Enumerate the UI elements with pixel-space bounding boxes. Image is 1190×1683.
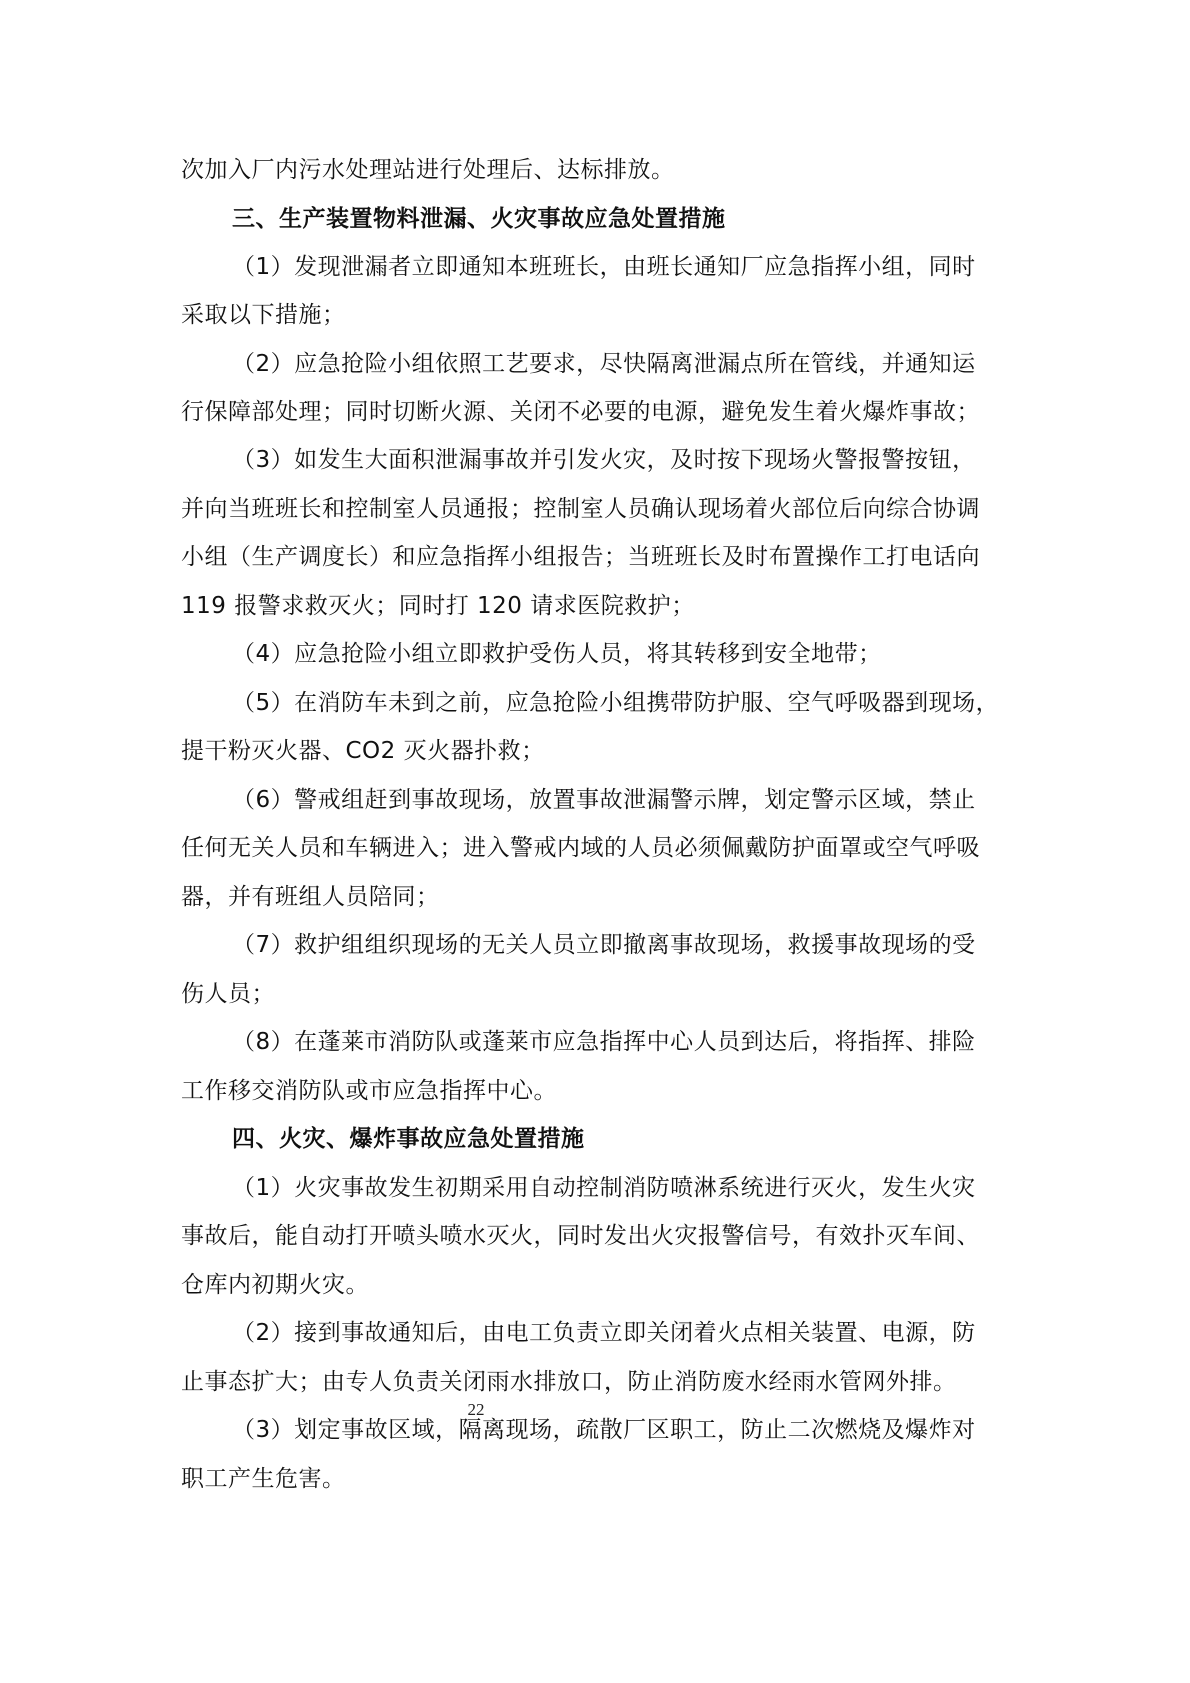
paragraph-line: （2）接到事故通知后，由电工负责立即关闭着火点相关装置、电源，防	[232, 1320, 976, 1346]
paragraph-line: 伤人员；	[181, 981, 275, 1007]
paragraph-line: 提干粉灭火器、CO2 灭火器扑救；	[181, 738, 545, 764]
paragraph-line: （7）救护组组织现场的无关人员立即撤离事故现场，救援事故现场的受	[232, 932, 976, 958]
paragraph-line: 工作移交消防队或市应急指挥中心。	[181, 1078, 557, 1104]
paragraph-line: （4）应急抢险小组立即救护受伤人员，将其转移到安全地带；	[232, 641, 882, 667]
paragraph-line: 119 报警求救灭火；同时打 120 请求医院救护；	[181, 593, 695, 619]
paragraph-line: 职工产生危害。	[181, 1466, 346, 1492]
section-heading-3: 三、生产装置物料泄漏、火灾事故应急处置措施	[232, 206, 726, 232]
paragraph-line: 事故后，能自动打开喷头喷水灭火，同时发出火灾报警信号，有效扑灭车间、	[181, 1223, 980, 1249]
paragraph-line: （6）警戒组赶到事故现场，放置事故泄漏警示牌，划定警示区域，禁止	[232, 787, 976, 813]
paragraph-line: （1）火灾事故发生初期采用自动控制消防喷淋系统进行灭火，发生火灾	[232, 1175, 976, 1201]
paragraph-line: （5）在消防车未到之前，应急抢险小组携带防护服、空气呼吸器到现场，	[232, 690, 1000, 716]
paragraph-line: 采取以下措施；	[181, 302, 346, 328]
paragraph-line: 次加入厂内污水处理站进行处理后、达标排放。	[181, 157, 675, 183]
paragraph-line: 仓库内初期火灾。	[181, 1272, 369, 1298]
paragraph-line: （3）划定事故区域，隔离现场，疏散厂区职工，防止二次燃烧及爆炸对	[232, 1417, 976, 1443]
paragraph-line: （3）如发生大面积泄漏事故并引发火灾，及时按下现场火警报警按钮，	[232, 447, 976, 473]
paragraph-line: 任何无关人员和车辆进入；进入警戒内域的人员必须佩戴防护面罩或空气呼吸	[181, 835, 980, 861]
page-number: 22	[467, 1400, 485, 1419]
paragraph-line: （1）发现泄漏者立即通知本班班长，由班长通知厂应急指挥小组，同时	[232, 254, 976, 280]
paragraph-line: 小组（生产调度长）和应急指挥小组报告；当班班长及时布置操作工打电话向	[181, 544, 980, 570]
paragraph-line: （8）在蓬莱市消防队或蓬莱市应急指挥中心人员到达后，将指挥、排险	[232, 1029, 976, 1055]
paragraph-line: 止事态扩大；由专人负责关闭雨水排放口，防止消防废水经雨水管网外排。	[181, 1369, 957, 1395]
paragraph-line: （2）应急抢险小组依照工艺要求，尽快隔离泄漏点所在管线，并通知运	[232, 351, 976, 377]
paragraph-line: 行保障部处理；同时切断火源、关闭不必要的电源，避免发生着火爆炸事故；	[181, 399, 980, 425]
paragraph-line: 并向当班班长和控制室人员通报；控制室人员确认现场着火部位后向综合协调	[181, 496, 980, 522]
paragraph-line: 器，并有班组人员陪同；	[181, 884, 440, 910]
section-heading-4: 四、火灾、爆炸事故应急处置措施	[232, 1126, 585, 1152]
